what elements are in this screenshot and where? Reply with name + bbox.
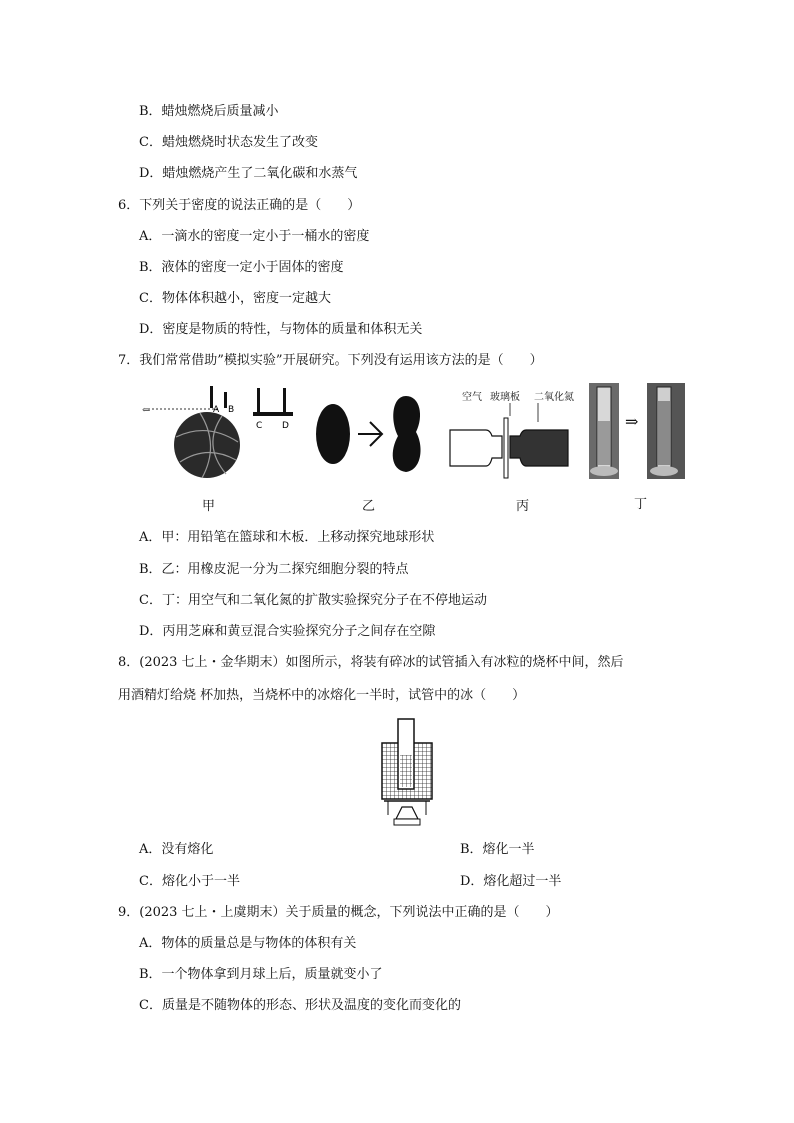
q8-option-c: C．熔化小于一半 (139, 874, 240, 889)
q6-option-d: D．密度是物质的特性，与物体的质量和体积无关 (139, 322, 423, 337)
q5-option-c: C．蜡烛燃烧时状态发生了改变 (139, 135, 318, 150)
q5-option-d: D．蜡烛燃烧产生了二氧化碳和水蒸气 (139, 166, 358, 181)
q5-option-b: B．蜡烛燃烧后质量减小 (139, 104, 279, 119)
q7-stem: 7．我们常常借助”模拟实验”开展研究。下列没有运用该方法的是（ ） (118, 353, 543, 368)
q9-option-c: C．质量是不随物体的形态、形状及温度的变化而变化的 (139, 998, 461, 1013)
label-a: A (213, 405, 220, 415)
q9-option-b: B．一个物体拿到月球上后，质量就变小了 (139, 967, 383, 982)
label-no2: 二氧化氮 (534, 392, 574, 403)
figure-label-ding: 丁 (634, 497, 648, 512)
label-c: C (256, 421, 263, 431)
q6-option-a: A．一滴水的密度一定小于一桶水的密度 (139, 229, 370, 244)
q7-option-a: A．甲：用铅笔在篮球和木板．上移动探究地球形状 (139, 530, 435, 545)
figure-yi-clay (306, 392, 426, 476)
figure-ding-tubes (585, 381, 689, 481)
label-b: B (228, 405, 235, 415)
q7-option-c: C．丁：用空气和二氧化氮的扩散实验探究分子在不停地运动 (139, 593, 487, 608)
q9-stem: 9．(2023 七上・上虞期末）关于质量的概念，下列说法中正确的是（ ） (118, 905, 559, 920)
q8-option-d: D．熔化超过一半 (460, 874, 562, 889)
q7-option-b: B．乙：用橡皮泥一分为二探究细胞分裂的特点 (139, 562, 409, 577)
label-air: 空气 (462, 392, 482, 403)
q8-option-b: B．熔化一半 (460, 842, 535, 857)
figure-label-yi: 乙 (362, 499, 376, 514)
label-d: D (282, 421, 289, 431)
q6-stem: 6．下列关于密度的说法正确的是（ ） (118, 198, 361, 213)
figure-jia-basketball (140, 382, 300, 486)
figure-bing-diffusion (446, 386, 576, 482)
svg-text:⇐: ⇐ (142, 405, 151, 416)
q8-option-a: A．没有熔化 (139, 842, 214, 857)
figure-beaker-ice (378, 715, 436, 827)
q8-stem-line2: 用酒精灯给烧 杯加热，当烧杯中的冰熔化一半时，试管中的冰（ ） (118, 688, 526, 703)
svg-text:⇒: ⇒ (625, 412, 639, 431)
label-glass: 玻璃板 (490, 392, 520, 403)
figure-label-bing: 丙 (516, 499, 530, 514)
q8-stem-line1: 8．(2023 七上・金华期末）如图所示，将装有碎冰的试管插入有冰粒的烧杯中间，然后 (118, 655, 624, 670)
q6-option-c: C．物体体积越小，密度一定越大 (139, 291, 331, 306)
q7-option-d: D．丙用芝麻和黄豆混合实验探究分子之间存在空隙 (139, 624, 436, 639)
q6-option-b: B．液体的密度一定小于固体的密度 (139, 260, 344, 275)
q9-option-a: A．物体的质量总是与物体的体积有关 (139, 936, 357, 951)
figure-label-jia: 甲 (202, 499, 216, 514)
